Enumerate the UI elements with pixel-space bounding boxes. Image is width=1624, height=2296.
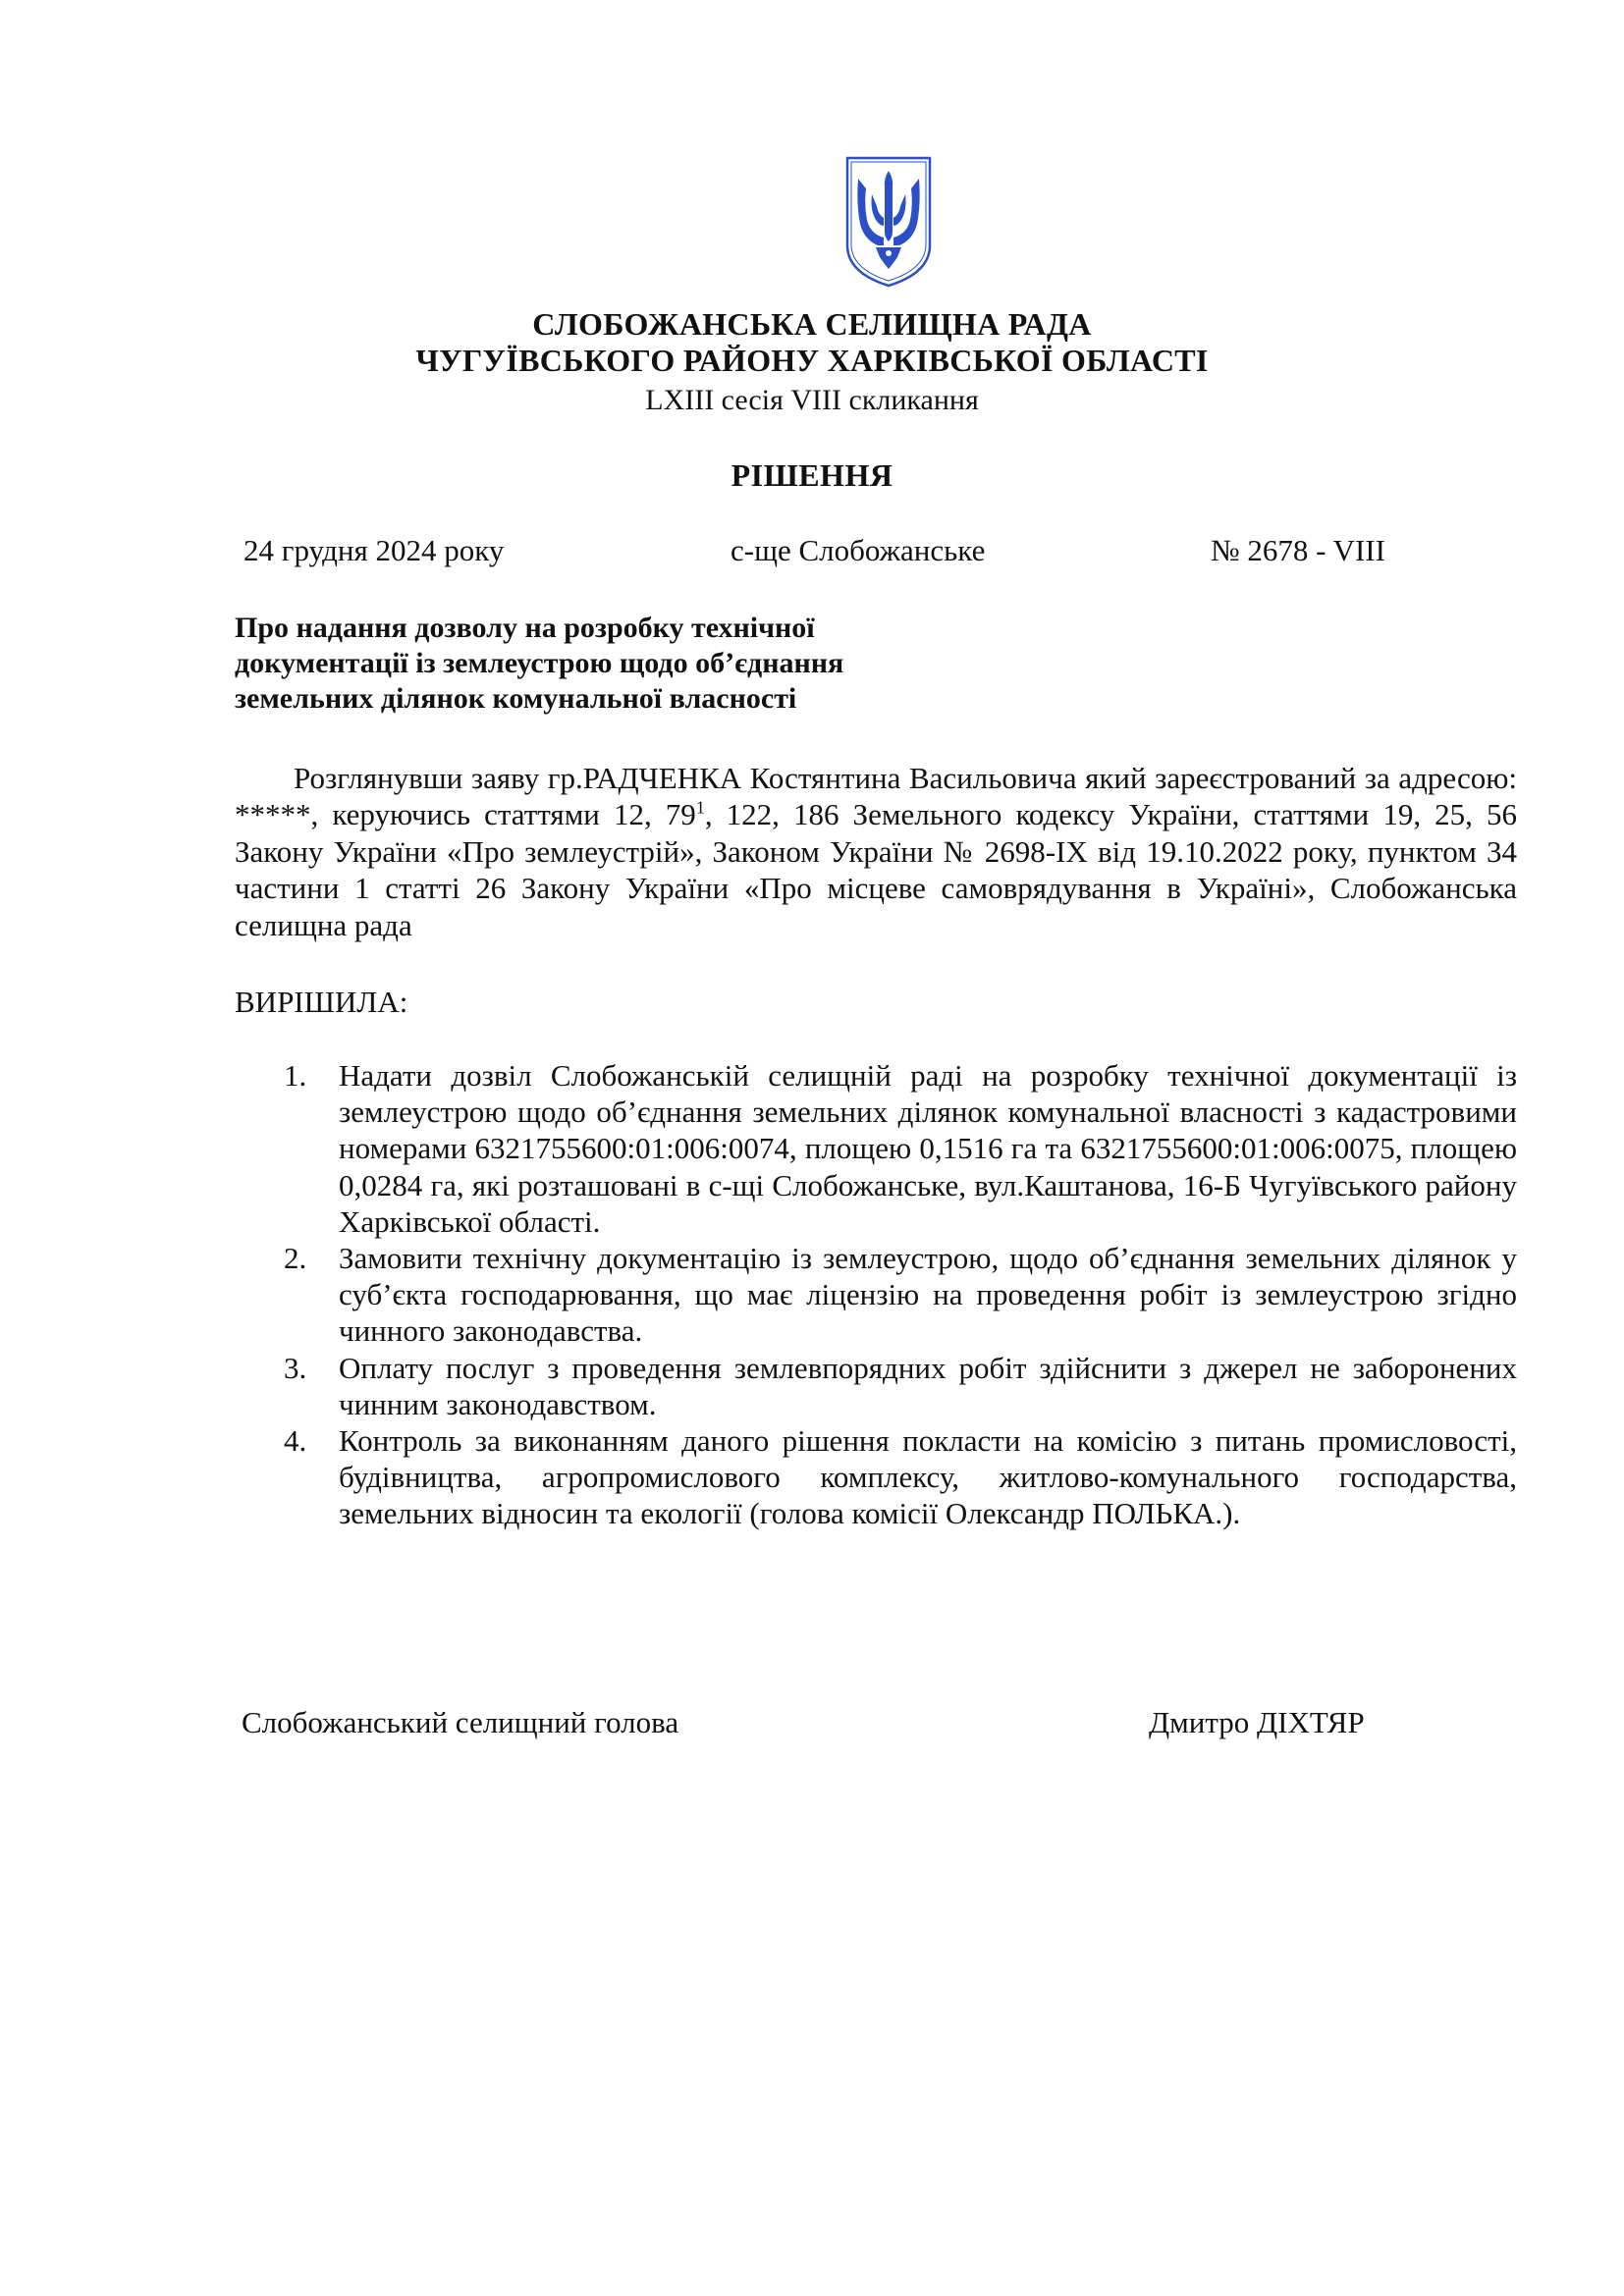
item-text: Замовити технічну документацію із землеустрою, щодо об’єднання земельних ділянок у суб’єкта господарювання, що має ліцензію на проведення робіт із землеустрою згідно чинного законодавства. (339, 1241, 1517, 1349)
subject-line: Про надання дозволу на розробку технічної (235, 612, 815, 644)
item-text: Надати дозвіл Слобожанській селищній раді на розробку технічної документації із землеустрою щодо об’єднання земельних ділянок комунальної власності з кадастровими номерами 6321755600:01:006:0074, площею 0,1516 га та 6321755600:01:006:0075, площею 0,0284 га, які розташовані в с-щі Слобожанське, вул.Каштанова, 16-Б Чугуївського району Харківської області. (339, 1058, 1517, 1239)
item-number: 1. (284, 1058, 307, 1093)
trident-coat-of-arms-icon (844, 155, 933, 289)
list-item (284, 1240, 1517, 1350)
list-item (284, 1422, 1517, 1532)
item-text: Контроль за виконанням даного рішення покласти на комісію з питань промисловості, будівництва, агропромислового комплексу, житлово-комунального господарства, земельних відносин та екології (голова комісії Олександр ПОЛЬКА.). (339, 1423, 1517, 1531)
decision-subject (235, 611, 981, 717)
resolved-label: ВИРІШИЛА: (235, 985, 408, 1019)
list-item (284, 1057, 1517, 1240)
item-number: 2. (284, 1241, 307, 1276)
council-name: СЛОБОЖАНСЬКА СЕЛИЩНА РАДА (532, 306, 1092, 342)
decision-items (284, 1057, 1517, 1532)
preamble-paragraph (235, 760, 1517, 943)
document-title: РІШЕННЯ (731, 457, 893, 493)
signatory-role: Слобожанський селищний голова (242, 1705, 679, 1739)
decision-number: № 2678 - VIII (1211, 533, 1385, 567)
session-label: LXIII сесія VIII скликання (645, 384, 979, 416)
subject-line: документації із землеустрою щодо об’єднання (235, 647, 844, 679)
district-name: ЧУГУЇВСЬКОГО РАЙОНУ ХАРКІВСЬКОЇ ОБЛАСТІ (415, 343, 1209, 378)
preamble-text: Розглянувши заяву гр.РАДЧЕНКА Костянтина Васильовича який зареєстрований за адресою: *****, керуючись статтями 12, 79 (235, 761, 1517, 832)
item-text: Оплату послуг з проведення землевпорядних робіт здійснити з джерел не заборонених чинним законодавством. (339, 1350, 1517, 1421)
subject-line: земельних ділянок комунальної власності (235, 682, 797, 715)
decision-date: 24 грудня 2024 року (244, 533, 505, 567)
preamble-text-continued: , 122, 186 Земельного кодексу України, статтями 19, 25, 56 Закону України «Про землеустрій», Законом України № 2698-IX від 19.10.2022 року, пунктом 34 частини 1 статті 26 Закону України «Про місцеве самоврядування в Україні», Слобожанська селищна рада (235, 797, 1517, 942)
signatory-name: Дмитро ДІХТЯР (1149, 1705, 1365, 1739)
item-number: 3. (284, 1350, 307, 1385)
decision-place: с-ще Слобожанське (731, 533, 986, 567)
item-number: 4. (284, 1423, 307, 1459)
article-superscript: 1 (695, 798, 705, 819)
list-item (284, 1350, 1517, 1422)
